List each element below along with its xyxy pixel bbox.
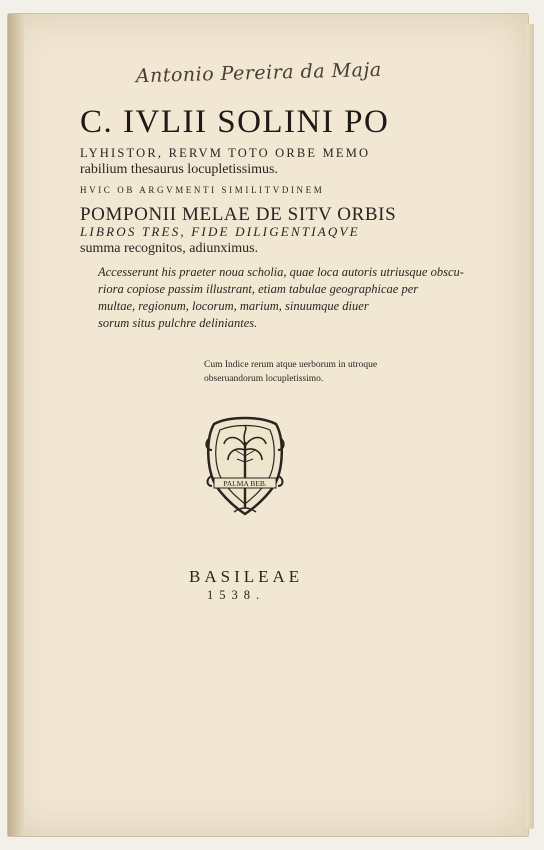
title-line-6: LIBROS TRES, FIDE DILIGENTIAQVE [80,224,360,239]
handwritten-signature: Antonio Pereira da Maja [135,58,382,88]
title-line-7: summa recognitos, adiunximus. [80,241,259,256]
italic-line-1: Accesserunt his praeter noua scholia, quae loca autoris utriusque obscu- [98,265,464,279]
printer-device-icon [204,416,286,526]
title-line-5: POMPONII MELAE DE SITV ORBIS [80,204,397,225]
index-note-line-1: Cum Indice rerum atque uerborum in utroque [204,360,378,370]
page-spine [8,14,24,836]
italic-line-3: multae, regionum, locorum, marium, sinuumque diuer [98,299,369,313]
title-line-3: rabilium thesaurus locupletissimus. [80,162,278,177]
book-page [8,14,528,836]
title-line-4: HVIC OB ARGVMENTI SIMILITVDINEM [80,185,325,195]
title-line-1: C. IVLII SOLINI PO [80,104,390,140]
page-edge [526,24,534,829]
printer-mark-text: PALMA BEB. [223,479,267,488]
imprint-city: BASILEAE [189,567,304,586]
title-line-2: LYHISTOR, RERVM TOTO ORBE MEMO [80,146,371,160]
italic-line-2: riora copiose passim illustrant, etiam tabulae geographicae per [98,282,419,296]
index-note-line-2: obseruandorum locupletissimo. [204,374,324,384]
imprint-year: 1538. [207,588,266,602]
italic-line-4: sorum situs pulchre deliniantes. [98,316,258,330]
